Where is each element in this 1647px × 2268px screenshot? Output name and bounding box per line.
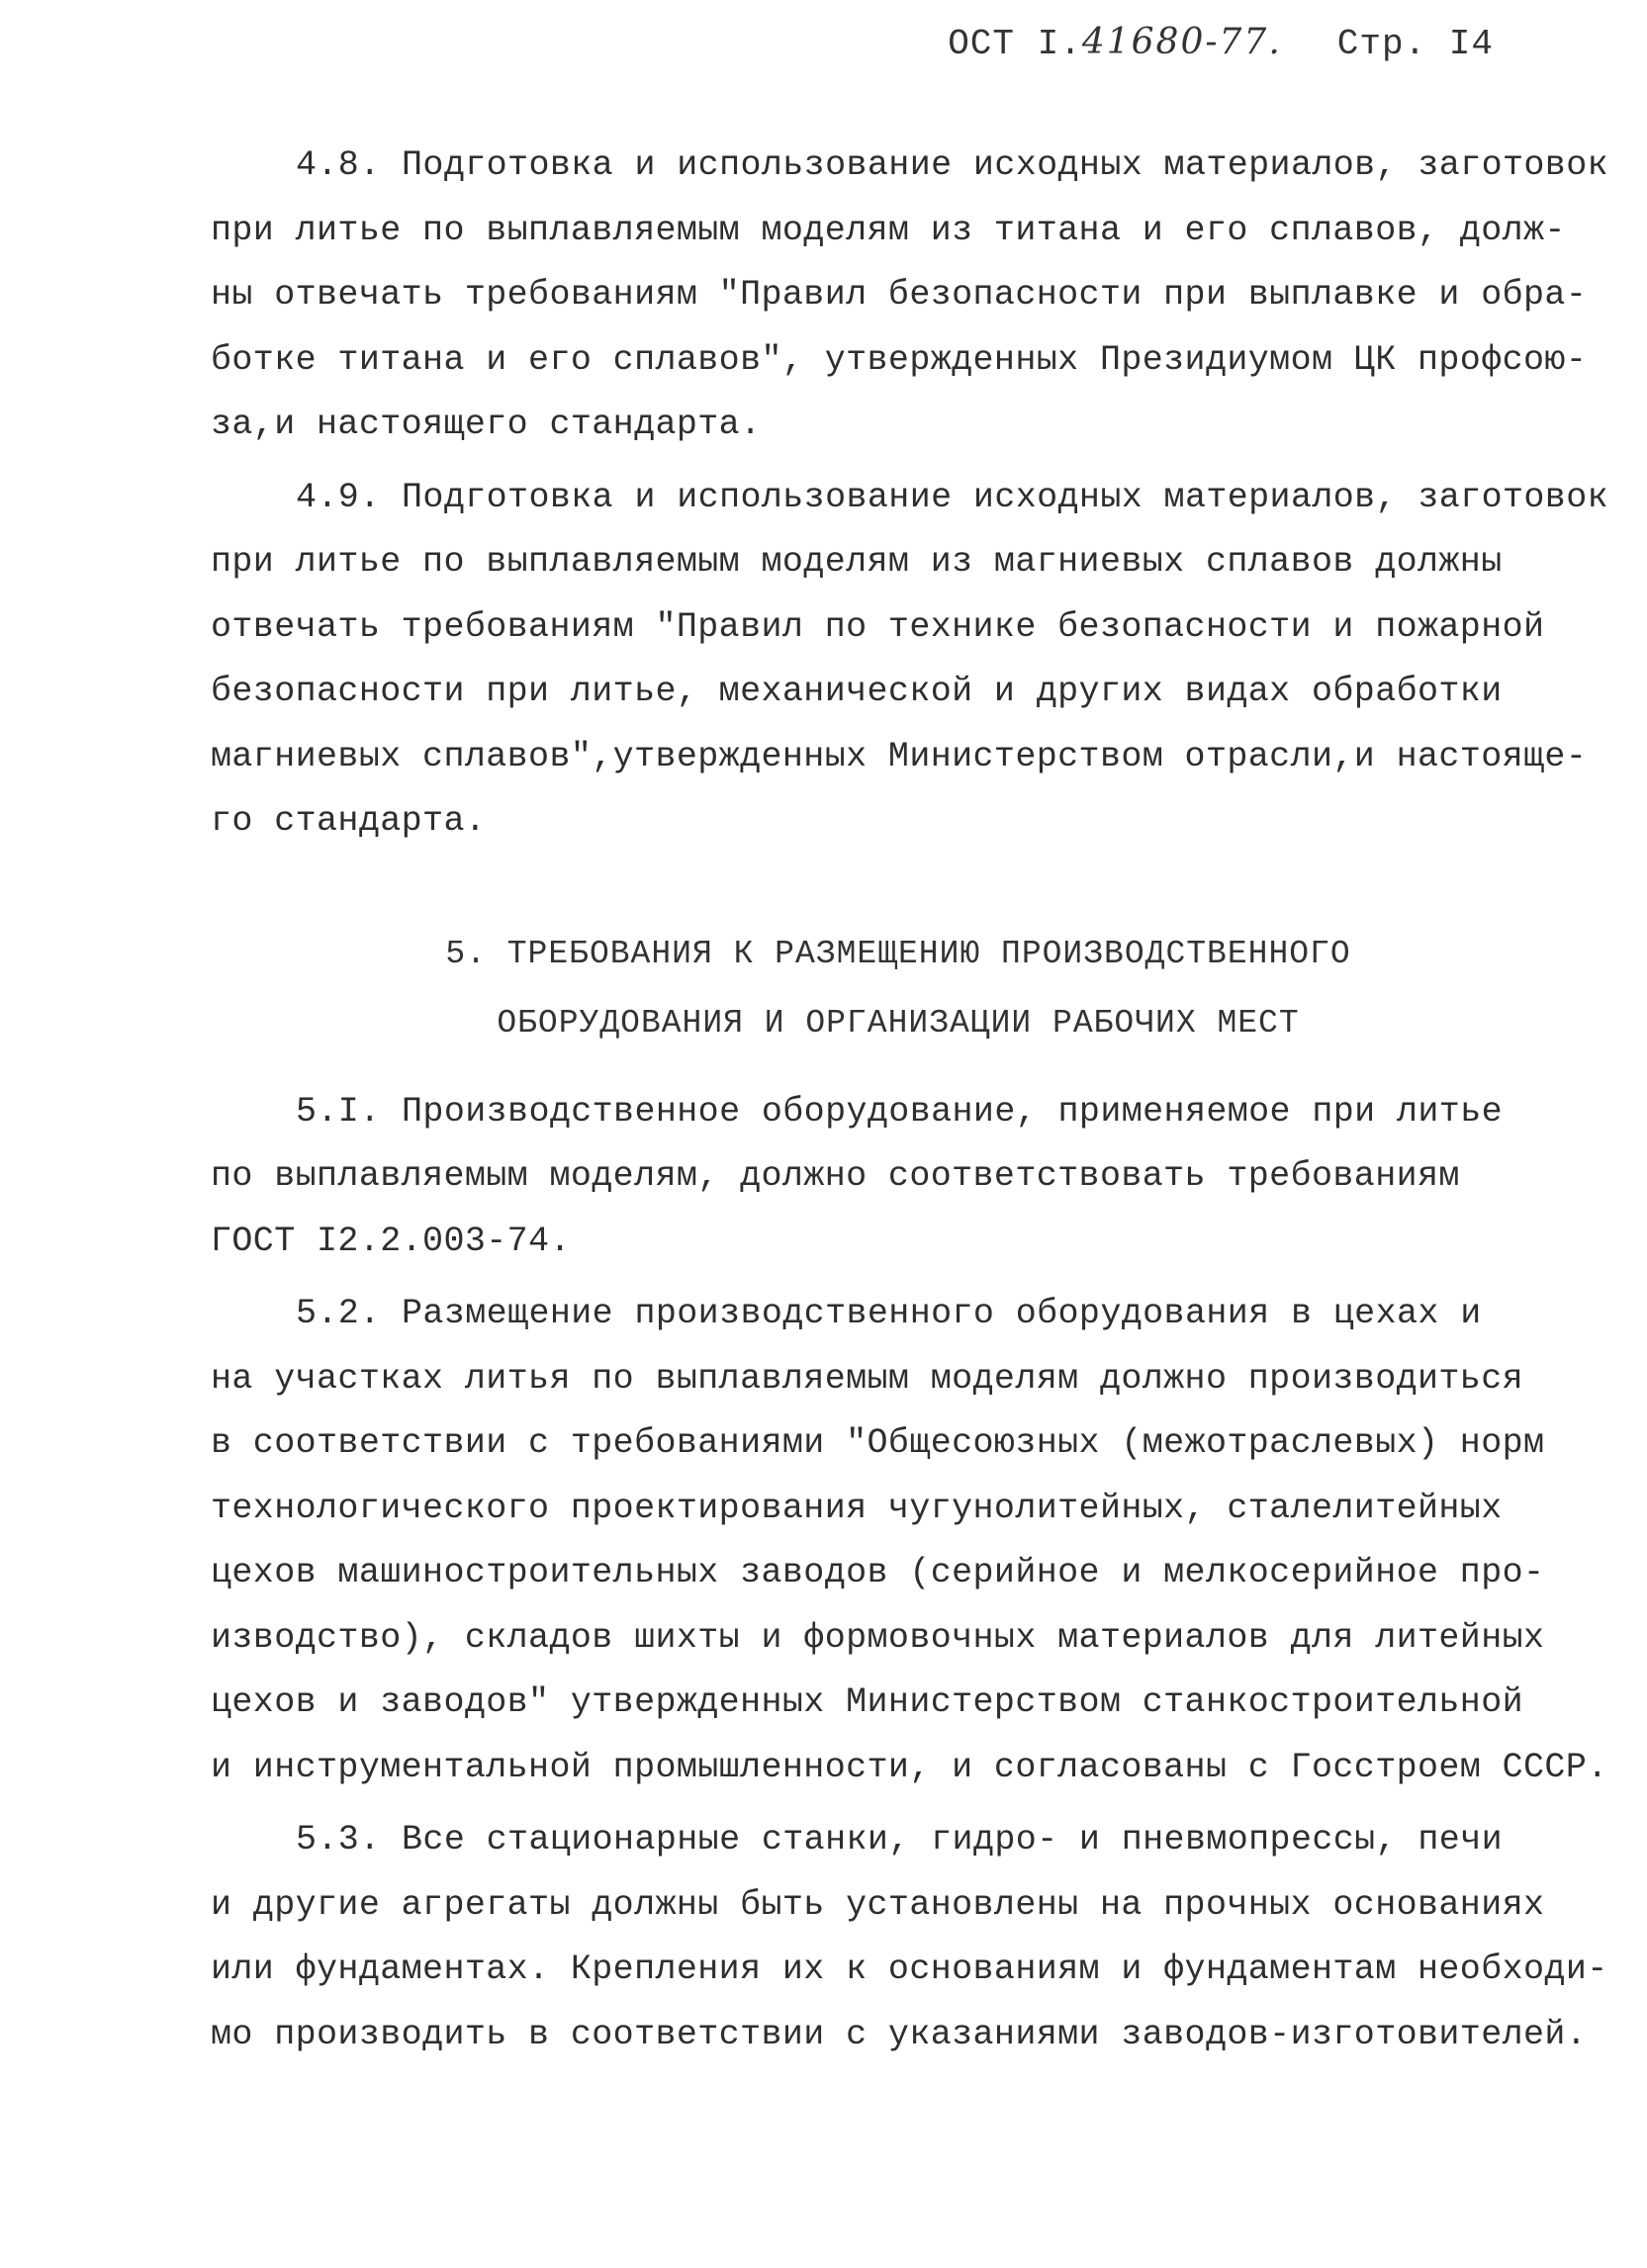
text-line: технологического проектирования чугунолитейных, сталелитейных (211, 1488, 1503, 1528)
paragraph-4-9 (211, 466, 1609, 855)
text-line: по выплавляемым моделям, должно соответствовать требованиям (211, 1156, 1460, 1196)
text-line: 5.2. Размещение производственного оборудования в цехах и (296, 1294, 1482, 1333)
text-line: отвечать требованиям "Правил по технике безопасности и пожарной (211, 606, 1545, 647)
text-line: 4.9. Подготовка и использование исходных материалов, заготовок (296, 477, 1609, 517)
heading-line: ОБОРУДОВАНИЯ И ОРГАНИЗАЦИИ РАБОЧИХ МЕСТ (497, 1004, 1300, 1042)
section-5-heading (211, 920, 1556, 1058)
text-line: и другие агрегаты должны быть установлены на прочных основаниях (211, 1884, 1545, 1925)
text-line: мо производить в соответствии с указаниями заводов-изготовителей. (211, 2014, 1588, 2054)
text-line: при литье по выплавляемым моделям из титана и его сплавов, долж- (211, 210, 1566, 250)
text-line: 5.I. Производственное оборудование, применяемое при литье (296, 1091, 1503, 1132)
text-line: в соответствии с требованиями "Общесоюзных (межотраслевых) норм (211, 1423, 1545, 1463)
text-line: ботке титана и его сплавов", утвержденных Президиумом ЦК профсою- (211, 339, 1588, 380)
document-body (211, 134, 1609, 2067)
page-number: Стр. I4 (1336, 24, 1494, 64)
doc-number-handwritten: 41680-77. (1081, 22, 1282, 62)
text-line: магниевых сплавов",утвержденных Министерством отрасли,и настояще- (211, 736, 1588, 776)
text-line: ны отвечать требованиям "Правил безопасности при выплавке и обра- (211, 275, 1588, 315)
text-line: и инструментальной промышленности, и согласованы с Госстроем СССР. (211, 1747, 1608, 1787)
text-line: цехов и заводов" утвержденных Министерством станкостроительной (211, 1682, 1524, 1722)
heading-line: 5. ТРЕБОВАНИЯ К РАЗМЕЩЕНИЮ ПРОИЗВОДСТВЕННОГО (445, 935, 1351, 972)
text-line: безопасности при литье, механической и других видах обработки (211, 672, 1503, 711)
text-line: го стандарта. (211, 801, 487, 841)
text-line: 5.3. Все стационарные станки, гидро- и пневмопрессы, печи (296, 1820, 1503, 1860)
text-line: ГОСТ I2.2.003-74. (211, 1221, 571, 1261)
text-line: или фундаментах. Крепления их к основаниям и фундаментам необходи- (211, 1950, 1608, 1989)
paragraph-5-3 (211, 1808, 1608, 2067)
doc-prefix: ОСТ I. (948, 24, 1082, 64)
paragraph-5-1 (211, 1080, 1556, 1275)
paragraph-5-2 (211, 1282, 1608, 1800)
page-header (948, 22, 1494, 64)
text-line: изводство), складов шихты и формовочных материалов для литейных (211, 1617, 1545, 1658)
text-line: на участках литья по выплавляемым моделям должно производиться (211, 1358, 1524, 1399)
text-line: 4.8. Подготовка и использование исходных материалов, заготовок (296, 145, 1609, 185)
text-line: цехов машиностроительных заводов (серийное и мелкосерийное про- (211, 1553, 1545, 1592)
paragraph-4-8 (211, 134, 1609, 458)
text-line: при литье по выплавляемым моделям из магниевых сплавов должны (211, 542, 1503, 582)
text-line: за,и настоящего стандарта. (211, 405, 762, 444)
